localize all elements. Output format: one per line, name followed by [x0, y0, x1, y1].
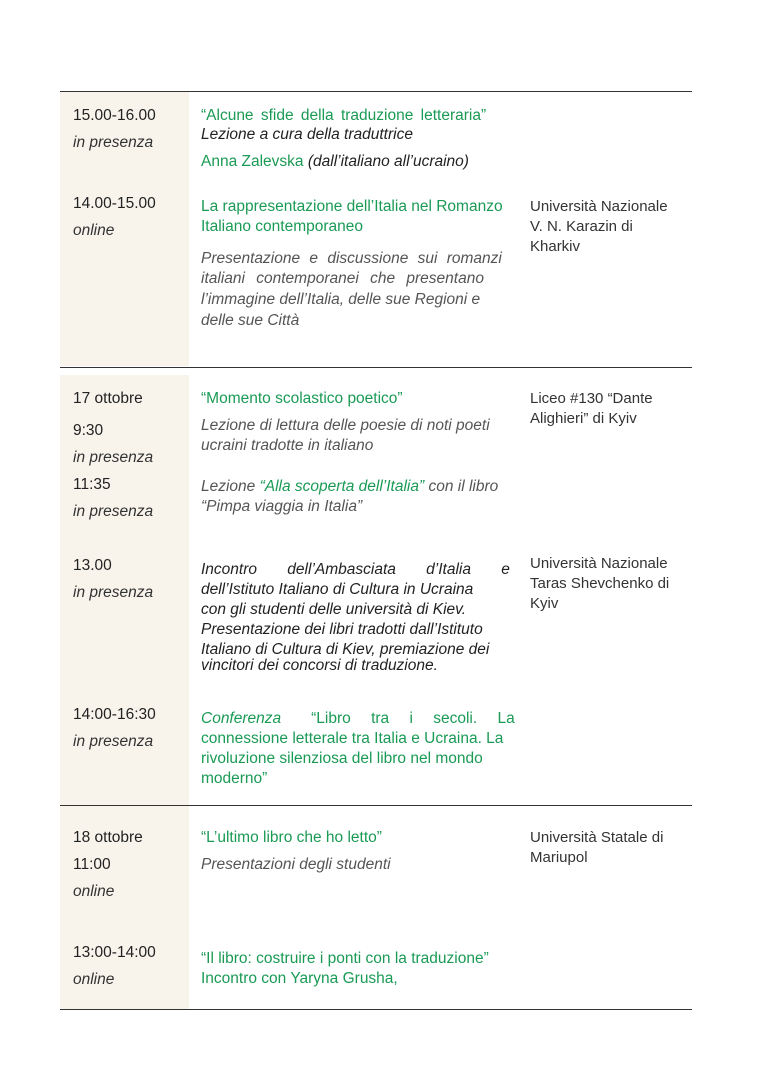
- event-description-line: delle sue Città: [201, 312, 300, 329]
- event-title: “Il libro: costruire i ponti con la traduzione”: [201, 950, 489, 967]
- lezione-prefix: Lezione: [201, 478, 256, 495]
- slot-time: 13.00: [73, 557, 112, 574]
- venue-line: Kharkiv: [530, 238, 581, 255]
- venue-line: Taras Shevchenko di: [530, 575, 670, 592]
- slot-time: 14.00-15.00: [73, 195, 156, 212]
- slot-mode: in presenza: [73, 584, 154, 601]
- event-description-line: Incontro dell’Ambasciata d’Italia e: [201, 561, 510, 578]
- slot-mode: online: [73, 222, 115, 239]
- event-title: “Alcune sfide della traduzione letteraria”: [201, 107, 487, 124]
- slot-mode: online: [73, 971, 115, 988]
- conference-line: rivoluzione silenziosa del libro nel mondo: [201, 750, 483, 767]
- slot-mode: in presenza: [73, 733, 154, 750]
- venue: [530, 554, 690, 614]
- event-description-line: vincitori dei concorsi di traduzione.: [201, 657, 438, 674]
- section-date: 18 ottobre: [73, 829, 143, 846]
- conference-title: “Libro tra i secoli. La: [311, 710, 515, 727]
- table-top-rule: [60, 91, 692, 92]
- slot-mode: in presenza: [73, 449, 154, 466]
- event-title: “L’ultimo libro che ho letto”: [201, 829, 382, 846]
- slot-time: 11:35: [73, 476, 111, 493]
- section-date: 17 ottobre: [73, 390, 143, 407]
- slot-time: 11:00: [73, 856, 111, 873]
- slot-mode: online: [73, 883, 115, 900]
- venue-line: Liceo #130 “Dante: [530, 390, 653, 407]
- event-title: “Momento scolastico poetico”: [201, 390, 403, 407]
- event-description-line: italiani contemporanei che presentano: [201, 270, 484, 287]
- event-description-line: dell’Istituto Italiano di Cultura in Ucraina: [201, 581, 474, 598]
- venue-line: Università Nazionale: [530, 198, 668, 215]
- event-description-line: ucraini tradotte in italiano: [201, 437, 374, 454]
- conference-line: [201, 709, 515, 729]
- slot-time: 9:30: [73, 422, 104, 439]
- event-description: Presentazioni degli studenti: [201, 856, 391, 873]
- venue-line: Alighieri” di Kyiv: [530, 410, 637, 427]
- event-title-line: Italiano contemporaneo: [201, 218, 364, 235]
- event-description: Incontro con Yaryna Grusha,: [201, 970, 398, 987]
- venue: [530, 197, 690, 257]
- venue-line: Mariupol: [530, 849, 588, 866]
- event-description-line: Presentazione e discussione sui romanzi: [201, 250, 502, 267]
- section-divider-2: [60, 805, 692, 806]
- event-description-line: Presentazione dei libri tradotti dall’Istituto: [201, 621, 483, 638]
- venue-line: Kyiv: [530, 595, 559, 612]
- event-subtitle: Lezione a cura della traduttrice: [201, 126, 413, 143]
- venue: [530, 389, 690, 429]
- slot-time: 14:00-16:30: [73, 706, 156, 723]
- venue-line: Università Nazionale: [530, 555, 668, 572]
- event-description-line: l’immagine dell’Italia, delle sue Regioni e: [201, 291, 481, 308]
- slot-mode: in presenza: [73, 503, 154, 520]
- venue: [530, 828, 690, 868]
- event-speaker-line: [201, 152, 469, 172]
- lezione-title: “Alla scoperta dell’Italia”: [259, 478, 425, 495]
- event-description-line: con gli studenti delle università di Kiev.: [201, 601, 467, 618]
- event-description-line: Lezione di lettura delle poesie di noti poeti: [201, 417, 490, 434]
- conference-line: connessione letterale tra Italia e Ucraina. La: [201, 730, 504, 747]
- event-lezione-book: “Pimpa viaggia in Italia”: [201, 498, 363, 515]
- lezione-suffix: con il libro: [428, 478, 499, 495]
- slot-time: 13:00-14:00: [73, 944, 156, 961]
- event-title-line: La rappresentazione dell’Italia nel Romanzo: [201, 198, 503, 215]
- venue-line: V. N. Karazin di: [530, 218, 633, 235]
- slot-mode: in presenza: [73, 134, 154, 151]
- slot-time: 15.00-16.00: [73, 107, 156, 124]
- section-divider-1: [60, 367, 692, 368]
- event-description-line: Italiano di Cultura di Kiev, premiazione dei: [201, 641, 490, 658]
- conference-label: Conferenza: [201, 710, 282, 727]
- table-bottom-rule: [60, 1009, 692, 1010]
- conference-line: moderno”: [201, 770, 268, 787]
- venue-line: Università Statale di: [530, 829, 664, 846]
- speaker-note: (dall’italiano all’ucraino): [307, 153, 469, 170]
- event-lezione-line: [201, 477, 498, 497]
- speaker-name: Anna Zalevska: [201, 153, 304, 170]
